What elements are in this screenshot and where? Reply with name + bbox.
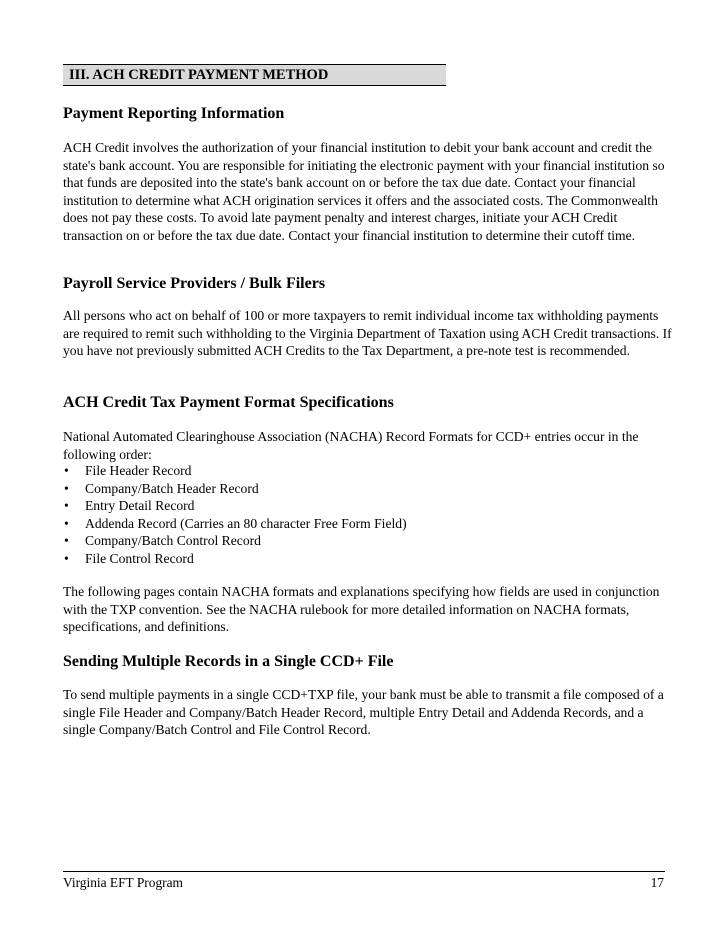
bullet-icon: • bbox=[64, 498, 69, 514]
list-item: • Company/Batch Control Record bbox=[64, 533, 261, 549]
list-item: • Company/Batch Header Record bbox=[64, 480, 259, 496]
format-specs-intro: National Automated Clearinghouse Association (NACHA) Record Formats for CCD+ entries occur in the following order: bbox=[63, 429, 639, 462]
format-specs-closing: The following pages contain NACHA formats and explanations specifying how fields are used in conjunction with the TXP convention. See the NACHA rulebook for more detailed information on NACHA formats, specifications, and definitions. bbox=[63, 584, 660, 634]
footer-divider bbox=[63, 871, 665, 872]
bullet-icon: • bbox=[64, 550, 69, 566]
bullet-icon: • bbox=[64, 480, 69, 496]
bullet-icon: • bbox=[64, 463, 69, 478]
list-item: • File Header Record bbox=[64, 463, 192, 478]
section-heading: III. ACH CREDIT PAYMENT METHOD bbox=[69, 67, 329, 83]
bullet-icon: • bbox=[64, 515, 69, 531]
list-item: • Entry Detail Record bbox=[64, 498, 195, 514]
record-format-list bbox=[63, 462, 407, 568]
payment-reporting-paragraph: ACH Credit involves the authorization of your financial institution to debit your bank account and credit the state's bank account. You are responsible for initiating the electronic payment with your financial institution so that funds are deposited into the state's bank account on or before the tax due date. Contact your financial institution to determine what ACH origination services it offers and the associated costs. The Commonwealth does not pay these costs. To avoid late payment penalty and interest charges, initiate your ACH Credit transaction on or before the tax due date. Contact your financial institution to determine their cutoff time. bbox=[63, 140, 665, 243]
list-item: • File Control Record bbox=[64, 550, 194, 566]
payment-reporting-heading: Payment Reporting Information bbox=[63, 105, 285, 122]
list-item: • Addenda Record (Carries an 80 character Free Form Field) bbox=[64, 515, 407, 531]
bullet-icon: • bbox=[64, 533, 69, 549]
footer-program-name: Virginia EFT Program bbox=[63, 875, 183, 890]
page-number: 17 bbox=[650, 875, 664, 890]
payroll-paragraph: All persons who act on behalf of 100 or more taxpayers to remit individual income tax withholding payments are required to remit such withholding to the Virginia Department of Taxation using ACH Credit transactions. If you have not previously submitted ACH Credits to the Tax Department, a pre-note test is recommended. bbox=[63, 308, 672, 358]
multiple-records-heading: Sending Multiple Records in a Single CCD+ File bbox=[63, 653, 394, 670]
format-specs-heading: ACH Credit Tax Payment Format Specifications bbox=[63, 394, 394, 411]
multiple-records-paragraph: To send multiple payments in a single CCD+TXP file, your bank must be able to transmit a file composed of a single File Header and Company/Batch Header Record, multiple Entry Detail and Addenda Records, and a single Company/Batch Control and File Control Record. bbox=[63, 687, 664, 737]
section-heading-bar bbox=[63, 64, 446, 86]
payroll-heading: Payroll Service Providers / Bulk Filers bbox=[63, 275, 326, 292]
